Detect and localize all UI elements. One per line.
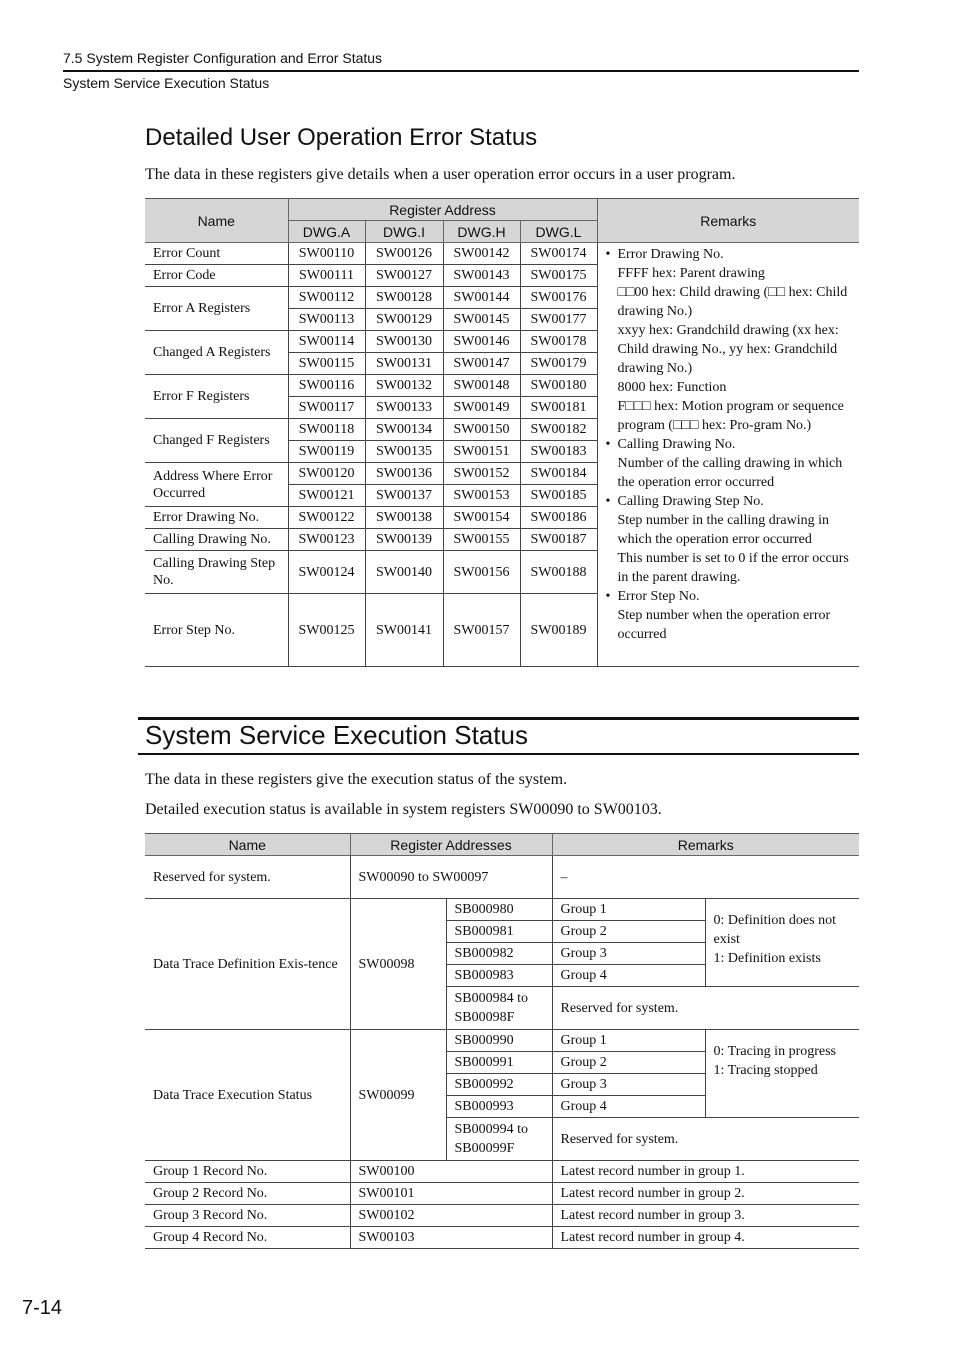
- bit-meaning: 0: Tracing in progress 1: Tracing stopped: [705, 1030, 859, 1118]
- row-name: Error Drawing No.: [145, 507, 288, 529]
- section2-intro: The data in these registers give the execution status of the system.: [145, 771, 568, 788]
- bit-address: SB000980: [446, 899, 552, 921]
- addr-dwg-h: SW00145: [443, 309, 520, 331]
- addr-dwg-a: SW00116: [288, 375, 365, 397]
- addr-dwg-a: SW00115: [288, 353, 365, 375]
- remark-calling-drawing-step-no: [606, 492, 852, 587]
- addr-dwg-l: SW00186: [520, 507, 597, 529]
- addr-dwg-a: SW00112: [288, 287, 365, 309]
- remark-line: F□□□ hex: Motion program or sequence program (□□□ hex: Pro-gram No.): [617, 399, 844, 433]
- addr-dwg-h: SW00157: [443, 594, 520, 667]
- addr-dwg-a: SW00122: [288, 507, 365, 529]
- bit-address: SB000981: [446, 921, 552, 943]
- table-row: [145, 856, 859, 899]
- row-name: Group 1 Record No.: [145, 1161, 350, 1183]
- addr-dwg-a: SW00125: [288, 594, 365, 667]
- row-address: SW00103: [350, 1227, 552, 1249]
- row-address: SW00090 to SW00097: [350, 856, 552, 899]
- row-name: Calling Drawing No.: [145, 529, 288, 551]
- running-header-subsection: System Service Execution Status: [63, 75, 270, 91]
- addr-dwg-i: SW00137: [365, 485, 443, 507]
- user-operation-error-table: [145, 198, 859, 667]
- row-address: SW00100: [350, 1161, 552, 1183]
- addr-dwg-a: SW00110: [288, 243, 365, 265]
- row-name: Group 3 Record No.: [145, 1205, 350, 1227]
- row-address: SW00099: [350, 1030, 446, 1161]
- remark-error-step-no: [606, 587, 852, 644]
- row-remarks: Latest record number in group 1.: [552, 1161, 859, 1183]
- bit-address: SB000991: [446, 1052, 552, 1074]
- addr-dwg-h: SW00147: [443, 353, 520, 375]
- col-header-remarks: Remarks: [597, 199, 859, 243]
- bit-reserved: Reserved for system.: [552, 1118, 859, 1161]
- addr-dwg-h: SW00144: [443, 287, 520, 309]
- remark-title: • Calling Drawing No.: [617, 437, 736, 452]
- addr-dwg-h: SW00156: [443, 551, 520, 594]
- table-row: [145, 1183, 859, 1205]
- addr-dwg-i: SW00140: [365, 551, 443, 594]
- remark-line: Step number when the operation error occurred: [617, 608, 831, 642]
- addr-dwg-a: SW00121: [288, 485, 365, 507]
- addr-dwg-a: SW00111: [288, 265, 365, 287]
- addr-dwg-l: SW00184: [520, 463, 597, 485]
- row-remarks: Latest record number in group 2.: [552, 1183, 859, 1205]
- bit-address: SB000982: [446, 943, 552, 965]
- bit-address: SB000984 to SB00098F: [446, 987, 552, 1030]
- remark-title: • Error Drawing No.: [617, 247, 724, 262]
- addr-dwg-a: SW00113: [288, 309, 365, 331]
- addr-dwg-l: SW00188: [520, 551, 597, 594]
- section1-intro: The data in these registers give details when a user operation error occurs in a user program.: [145, 166, 736, 183]
- addr-dwg-l: SW00179: [520, 353, 597, 375]
- col-header-dwg-i: DWG.I: [365, 221, 443, 243]
- table-row: [145, 243, 859, 265]
- row-name: Group 4 Record No.: [145, 1227, 350, 1249]
- addr-dwg-l: SW00187: [520, 529, 597, 551]
- col-header-dwg-l: DWG.L: [520, 221, 597, 243]
- section2-title: System Service Execution Status: [145, 720, 528, 750]
- row-address: SW00098: [350, 899, 446, 1030]
- row-remarks: Latest record number in group 3.: [552, 1205, 859, 1227]
- addr-dwg-l: SW00175: [520, 265, 597, 287]
- addr-dwg-i: SW00129: [365, 309, 443, 331]
- row-name: Error A Registers: [145, 287, 288, 331]
- col-header-register-addresses: Register Addresses: [350, 834, 552, 856]
- addr-dwg-h: SW00153: [443, 485, 520, 507]
- bit-reserved: Reserved for system.: [552, 987, 859, 1030]
- row-name: Error Count: [145, 243, 288, 265]
- addr-dwg-i: SW00130: [365, 331, 443, 353]
- remark-line: □□00 hex: Child drawing (□□ hex: Child drawing No.): [617, 285, 848, 319]
- addr-dwg-l: SW00180: [520, 375, 597, 397]
- remark-title: • Error Step No.: [617, 589, 700, 604]
- addr-dwg-a: SW00119: [288, 441, 365, 463]
- remark-error-drawing-no: [606, 245, 852, 435]
- remark-line: Step number in the calling drawing in which the operation error occurred: [617, 513, 830, 547]
- addr-dwg-h: SW00151: [443, 441, 520, 463]
- bit-group: Group 3: [552, 1074, 705, 1096]
- addr-dwg-i: SW00128: [365, 287, 443, 309]
- addr-dwg-l: SW00177: [520, 309, 597, 331]
- addr-dwg-h: SW00148: [443, 375, 520, 397]
- addr-dwg-l: SW00182: [520, 419, 597, 441]
- addr-dwg-l: SW00178: [520, 331, 597, 353]
- addr-dwg-h: SW00146: [443, 331, 520, 353]
- table-row: [145, 1030, 859, 1052]
- col-header-name: Name: [145, 199, 288, 243]
- addr-dwg-i: SW00134: [365, 419, 443, 441]
- addr-dwg-h: SW00142: [443, 243, 520, 265]
- addr-dwg-h: SW00150: [443, 419, 520, 441]
- bit-meaning: 0: Definition does not exist 1: Definition exists: [705, 899, 859, 987]
- addr-dwg-i: SW00138: [365, 507, 443, 529]
- addr-dwg-i: SW00139: [365, 529, 443, 551]
- remarks-cell: [597, 243, 859, 667]
- row-name: Reserved for system.: [145, 856, 350, 899]
- section1-title: Detailed User Operation Error Status: [145, 124, 538, 151]
- row-name: Data Trace Execution Status: [145, 1030, 350, 1161]
- bit-group: Group 1: [552, 1030, 705, 1052]
- bit-group: Group 4: [552, 1096, 705, 1118]
- remark-line: 8000 hex: Function: [617, 380, 727, 395]
- running-header-section: 7.5 System Register Configuration and Error Status: [63, 50, 383, 66]
- addr-dwg-l: SW00189: [520, 594, 597, 667]
- table-row: [145, 1161, 859, 1183]
- row-name: Error F Registers: [145, 375, 288, 419]
- table-row: [145, 1227, 859, 1249]
- addr-dwg-i: SW00132: [365, 375, 443, 397]
- addr-dwg-l: SW00174: [520, 243, 597, 265]
- col-header-register-address: Register Address: [288, 199, 597, 221]
- bit-group: Group 1: [552, 899, 705, 921]
- addr-dwg-h: SW00155: [443, 529, 520, 551]
- addr-dwg-l: SW00183: [520, 441, 597, 463]
- table-row: [145, 1205, 859, 1227]
- addr-dwg-a: SW00117: [288, 397, 365, 419]
- addr-dwg-l: SW00176: [520, 287, 597, 309]
- addr-dwg-i: SW00135: [365, 441, 443, 463]
- bit-address: SB000993: [446, 1096, 552, 1118]
- row-name: Changed F Registers: [145, 419, 288, 463]
- remark-line: FFFF hex: Parent drawing: [617, 266, 765, 281]
- row-name: Data Trace Definition Exis-tence: [145, 899, 350, 1030]
- row-name: Group 2 Record No.: [145, 1183, 350, 1205]
- bit-address: SB000992: [446, 1074, 552, 1096]
- col-header-remarks: Remarks: [552, 834, 859, 856]
- addr-dwg-a: SW00118: [288, 419, 365, 441]
- addr-dwg-a: SW00123: [288, 529, 365, 551]
- col-header-name: Name: [145, 834, 350, 856]
- bit-group: Group 2: [552, 1052, 705, 1074]
- bit-address: SB000994 to SB00099F: [446, 1118, 552, 1161]
- remark-line: xxyy hex: Grandchild drawing (xx hex: Child drawing No., yy hex: Grandchild drawing No.): [617, 323, 839, 376]
- bit-address: SB000983: [446, 965, 552, 987]
- addr-dwg-i: SW00136: [365, 463, 443, 485]
- addr-dwg-i: SW00133: [365, 397, 443, 419]
- row-address: SW00102: [350, 1205, 552, 1227]
- page-number: 7-14: [22, 1297, 63, 1319]
- row-remarks: –: [552, 856, 859, 899]
- bit-group: Group 4: [552, 965, 705, 987]
- addr-dwg-h: SW00143: [443, 265, 520, 287]
- addr-dwg-a: SW00120: [288, 463, 365, 485]
- heading-rule-bottom: [138, 753, 859, 755]
- addr-dwg-a: SW00124: [288, 551, 365, 594]
- addr-dwg-l: SW00185: [520, 485, 597, 507]
- row-name: Error Step No.: [145, 594, 288, 667]
- bit-group: Group 2: [552, 921, 705, 943]
- remark-calling-drawing-no: [606, 435, 852, 492]
- bit-address: SB000990: [446, 1030, 552, 1052]
- col-header-dwg-h: DWG.H: [443, 221, 520, 243]
- row-name: Address Where Error Occurred: [145, 463, 288, 507]
- remark-title: • Calling Drawing Step No.: [617, 494, 764, 509]
- row-name: Calling Drawing Step No.: [145, 551, 288, 594]
- addr-dwg-h: SW00152: [443, 463, 520, 485]
- addr-dwg-i: SW00131: [365, 353, 443, 375]
- remark-line: This number is set to 0 if the error occurs in the parent drawing.: [617, 551, 849, 585]
- addr-dwg-a: SW00114: [288, 331, 365, 353]
- addr-dwg-h: SW00154: [443, 507, 520, 529]
- section2-detail-note: Detailed execution status is available in system registers SW00090 to SW00103.: [145, 801, 662, 818]
- header-rule: [63, 70, 859, 72]
- table-row: [145, 899, 859, 921]
- addr-dwg-i: SW00126: [365, 243, 443, 265]
- bit-group: Group 3: [552, 943, 705, 965]
- col-header-dwg-a: DWG.A: [288, 221, 365, 243]
- system-service-execution-table: [145, 833, 859, 1249]
- row-name: Error Code: [145, 265, 288, 287]
- remark-line: Number of the calling drawing in which the operation error occurred: [617, 456, 843, 490]
- row-name: Changed A Registers: [145, 331, 288, 375]
- addr-dwg-l: SW00181: [520, 397, 597, 419]
- addr-dwg-i: SW00141: [365, 594, 443, 667]
- row-address: SW00101: [350, 1183, 552, 1205]
- addr-dwg-h: SW00149: [443, 397, 520, 419]
- addr-dwg-i: SW00127: [365, 265, 443, 287]
- row-remarks: Latest record number in group 4.: [552, 1227, 859, 1249]
